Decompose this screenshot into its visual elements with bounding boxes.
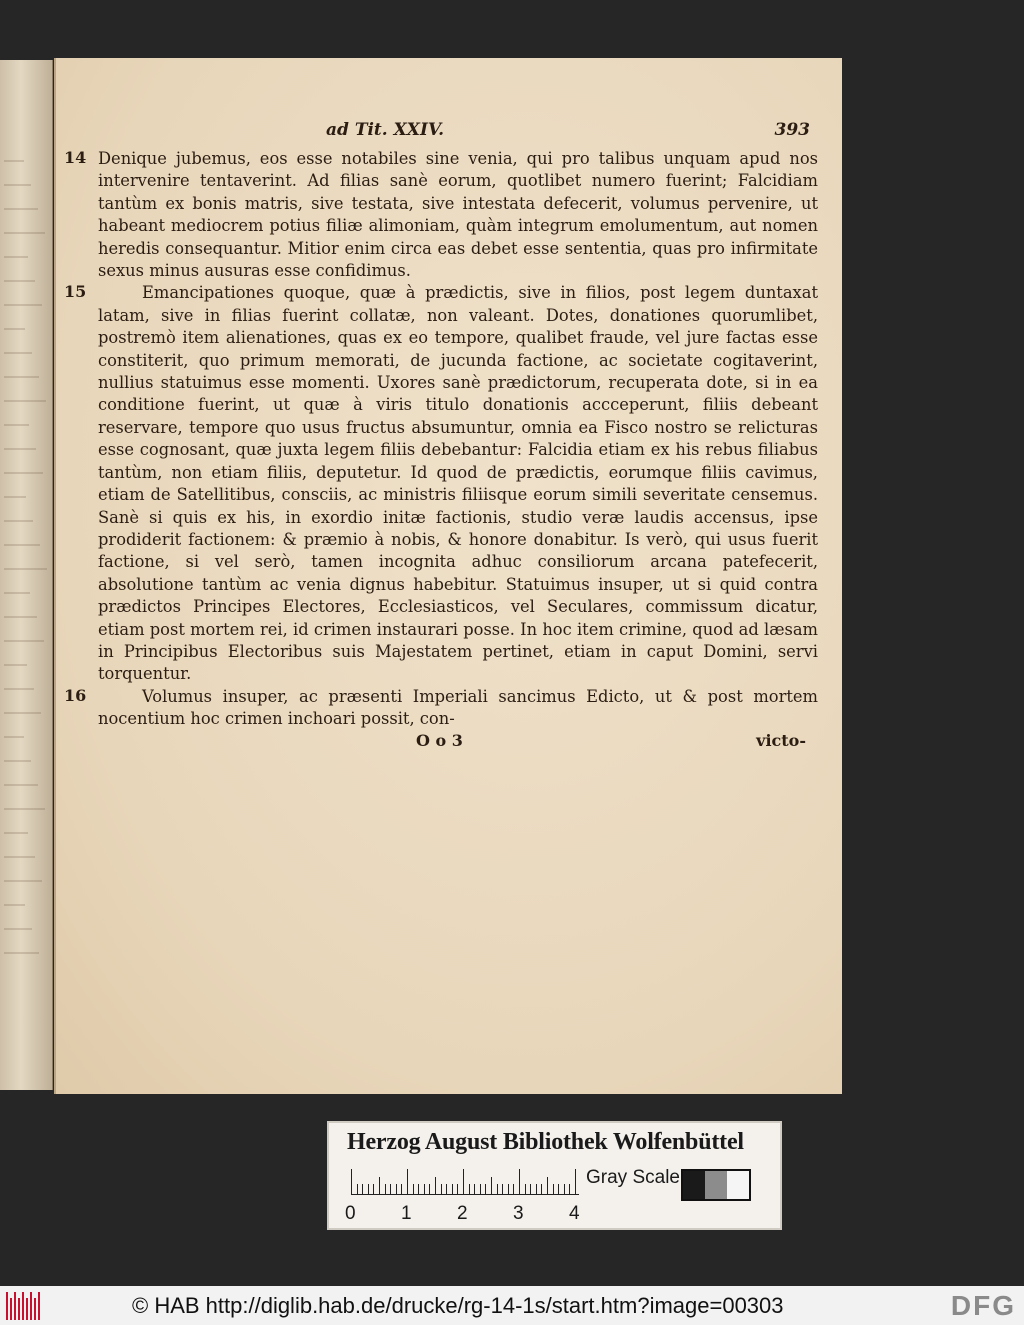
ruler-tick — [525, 1184, 526, 1195]
catchword: victo- — [756, 730, 806, 750]
ghost-line — [4, 208, 38, 210]
ghost-line — [4, 952, 39, 954]
ghost-line — [4, 712, 41, 714]
ruler-tick — [474, 1184, 475, 1195]
ruler-labels — [345, 1203, 585, 1225]
ghost-line — [4, 496, 26, 498]
logo-bar — [6, 1292, 8, 1320]
ruler-tick — [564, 1184, 565, 1195]
logo-bar — [22, 1292, 24, 1320]
ruler-tick — [513, 1184, 514, 1195]
ghost-line — [4, 664, 27, 666]
color-calibration-card — [327, 1121, 782, 1230]
paragraph-14 — [64, 148, 818, 282]
ruler-tick — [379, 1177, 380, 1195]
viewer-footer-bar — [0, 1286, 1024, 1325]
ghost-line — [4, 784, 38, 786]
ruler-tick — [547, 1177, 548, 1195]
ghost-line — [4, 424, 29, 426]
ruler-tick — [508, 1184, 509, 1195]
ruler-tick — [407, 1169, 408, 1195]
card-title: Herzog August Bibliothek Wolfenbüttel — [347, 1129, 744, 1155]
logo-bar — [38, 1292, 40, 1320]
ruler-tick — [457, 1184, 458, 1195]
ruler-tick — [541, 1184, 542, 1195]
ruler-tick — [385, 1184, 386, 1195]
ruler-tick — [351, 1169, 352, 1195]
ruler-tick — [362, 1184, 363, 1195]
ruler-tick — [553, 1184, 554, 1195]
gray-scale-swatches — [681, 1169, 751, 1201]
permalink-text[interactable]: © HAB http://diglib.hab.de/drucke/rg-14-1s/start.htm?image=00303 — [132, 1293, 784, 1318]
ghost-line — [4, 688, 34, 690]
gray-swatch-mid — [705, 1171, 727, 1199]
ruler-tick — [368, 1184, 369, 1195]
ghost-line — [4, 304, 42, 306]
paragraph-text: Denique jubemus, eos esse notabiles sine venia, qui pro talibus unquam apud nos intervenire tentaverint. Ad filias sanè eorum, quotlibet numero fuerint; Falcidiam tantùm ex bonis matris, sive testata, sive intestata defecerit, volumus pervenire, ut habeant mediocrem potius filiæ alimoniam, quàm integrum emolumentum, aut nomen heredis consequantur. Mitior enim circa eas debet esse sententia, quas pro infirmitate sexus minus ausuras esse confidimus. — [98, 149, 818, 281]
ruler-tick — [491, 1177, 492, 1195]
ruler-tick — [413, 1184, 414, 1195]
ruler-tick — [536, 1184, 537, 1195]
ghost-line — [4, 832, 28, 834]
ruler-tick — [569, 1184, 570, 1195]
paragraph-16 — [64, 685, 818, 731]
page-text-block — [64, 120, 818, 753]
ruler-tick — [530, 1184, 531, 1195]
ruler-tick — [429, 1184, 430, 1195]
ghost-line — [4, 928, 32, 930]
ruler-tick — [424, 1184, 425, 1195]
ruler-tick — [480, 1184, 481, 1195]
logo-bar — [10, 1298, 12, 1320]
ruler-tick — [373, 1184, 374, 1195]
ruler-tick — [401, 1184, 402, 1195]
signature-mark: O o 3 — [416, 730, 463, 750]
ghost-line — [4, 520, 33, 522]
ghost-line — [4, 880, 42, 882]
hab-barcode-logo-icon[interactable] — [6, 1292, 44, 1320]
ghost-line — [4, 184, 31, 186]
ghost-line — [4, 400, 46, 402]
page-number: 393 — [774, 120, 810, 140]
ruler-tick — [446, 1184, 447, 1195]
ruler-tick — [463, 1169, 464, 1195]
ruler-tick — [390, 1184, 391, 1195]
ghost-line — [4, 448, 36, 450]
ruler-tick — [558, 1184, 559, 1195]
logo-bar — [18, 1298, 20, 1320]
ruler-label: 4 — [569, 1203, 580, 1224]
ghost-line — [4, 472, 43, 474]
ghost-line — [4, 328, 25, 330]
ruler-tick — [502, 1184, 503, 1195]
ruler-tick — [357, 1184, 358, 1195]
running-head — [78, 120, 818, 148]
margin-number: 16 — [64, 685, 87, 705]
logo-bar — [34, 1298, 36, 1320]
ruler-tick — [575, 1169, 576, 1195]
ruler-label: 2 — [457, 1203, 468, 1224]
dfg-logo[interactable]: DFG — [950, 1290, 1016, 1321]
ruler-tick — [441, 1184, 442, 1195]
ruler-tick — [435, 1177, 436, 1195]
running-head-title: ad Tit. XXIV. — [326, 120, 445, 140]
ghost-line — [4, 592, 30, 594]
ruler-tick — [469, 1184, 470, 1195]
ruler-tick — [497, 1184, 498, 1195]
ruler-label: 0 — [345, 1203, 356, 1224]
ghost-line — [4, 904, 25, 906]
previous-page-edge — [0, 60, 53, 1090]
ruler-tick — [452, 1184, 453, 1195]
gray-swatch-light — [727, 1171, 749, 1199]
logo-bar — [26, 1298, 28, 1320]
ghost-line — [4, 280, 35, 282]
ruler-tick — [418, 1184, 419, 1195]
paragraph-text: Emancipationes quoque, quæ à prædictis, sive in filios, post legem duntaxat latam, sive in filias fuerint collatæ, non valeant. Dotes, donationes quorumlibet, postremò item alienationes, quas ex eo tempore, qualibet fraude, vel jure factas esse constiterit, quo primum memorati, de jucunda factione, ac societate cogitaverint, nullius statuimus esse momenti. Uxores sanè prædictorum, recuperata dote, si in ea conditione fuerint, ut quæ à viris titulo donationis accceperunt, filiis debeant reservare, tempore quo usus fructus absumuntur, omnia ea Fisco nostro se relicturas esse cognosant, quæ juxta legem filiis debebantur: Falcidia etiam ex his rebus filiabus tantùm, non etiam filiis, deputetur. Id quod de prædictis, eorumque filiis cavimus, etiam de Satellitibus, consciis, ac ministris filiisque eorum simili severitate censemus. Sanè si quis ex his, in exordio initæ factionis, studio veræ laudis accensus, ipse prodiderit factionem: & præmio à nobis, & honore donabitur. Is verò, qui usus fuerit factione, si vel serò, tamen incognita adhuc consiliorum arcana patefecerit, absolutione tantùm ac venia dignus habebitur. Statuimus insuper, ut si quid contra prædictos Principes Electores, Ecclesiasticos, vel Seculares, commissum dicatur, etiam post mortem rei, id crimen instaurari posse. In hoc item crimine, quod ad læsam in Principibus Electoribus suis Majestatem pertinet, etiam in caput Domini, servi torquentur. — [98, 283, 818, 684]
gray-scale-label: Gray Scale — [586, 1167, 680, 1188]
ghost-line — [4, 160, 24, 162]
paragraph-15 — [64, 282, 818, 685]
paragraph-text: Volumus insuper, ac præsenti Imperiali sancimus Edicto, ut & post mortem nocentium hoc crimen inchoari possit, con- — [98, 686, 818, 729]
ghost-line — [4, 640, 44, 642]
ruler-tick — [519, 1169, 520, 1195]
gray-swatch-dark — [683, 1171, 705, 1199]
page-footer-line — [78, 731, 818, 753]
ghost-line — [4, 808, 45, 810]
margin-number: 15 — [64, 282, 87, 302]
ghost-line — [4, 544, 40, 546]
ghost-line — [4, 736, 24, 738]
ghost-line — [4, 352, 32, 354]
ghost-line — [4, 760, 31, 762]
logo-bar — [30, 1292, 32, 1320]
ghost-line — [4, 376, 39, 378]
ruler-tick — [396, 1184, 397, 1195]
scale-ruler — [351, 1167, 579, 1195]
book-page — [54, 58, 842, 1094]
ghost-line — [4, 232, 45, 234]
margin-number: 14 — [64, 148, 87, 167]
logo-bar — [14, 1292, 16, 1320]
ghost-line — [4, 568, 47, 570]
ruler-label: 3 — [513, 1203, 524, 1224]
ghost-line — [4, 856, 35, 858]
ghost-line — [4, 256, 28, 258]
ruler-label: 1 — [401, 1203, 412, 1224]
ruler-tick — [485, 1184, 486, 1195]
ghost-line — [4, 616, 37, 618]
